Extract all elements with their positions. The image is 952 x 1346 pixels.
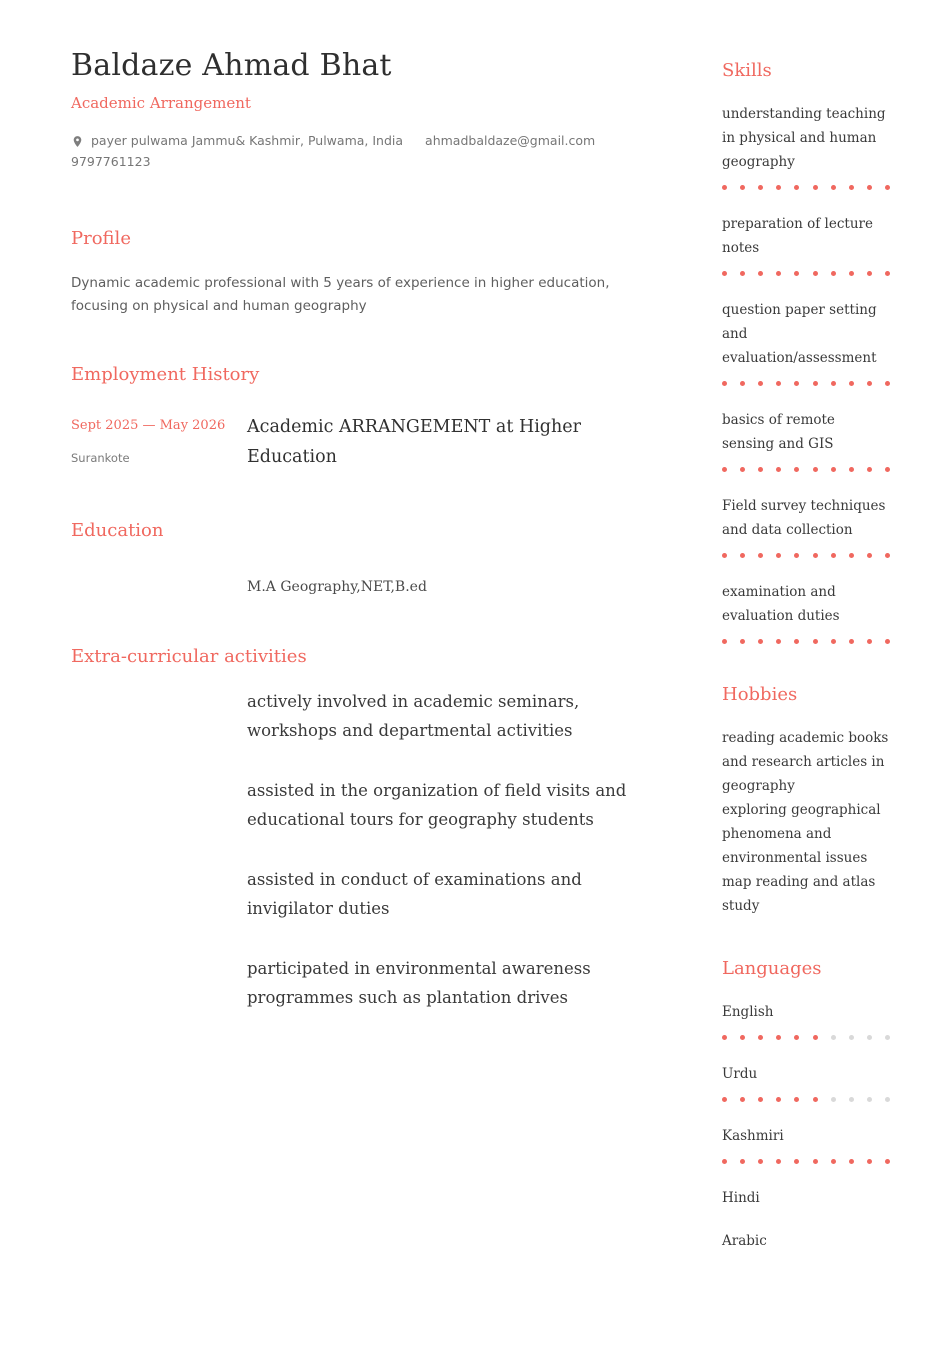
dot-filled-icon [813, 1159, 818, 1164]
employment-heading: Employment History [71, 364, 260, 385]
dot-filled-icon [758, 185, 763, 190]
resume-header [71, 48, 630, 172]
hobby-item: reading academic books and research articles in geography [722, 730, 889, 794]
dot-filled-icon [794, 1097, 799, 1102]
dot-filled-icon [722, 185, 727, 190]
language-item [722, 1186, 890, 1210]
dot-empty-icon [885, 1035, 890, 1040]
dot-filled-icon [740, 381, 745, 386]
rating-dots [722, 271, 890, 276]
rating-dots [722, 185, 890, 190]
dot-filled-icon [758, 639, 763, 644]
dot-filled-icon [867, 381, 872, 386]
languages-list [722, 1000, 890, 1253]
hobbies-heading: Hobbies [722, 684, 798, 705]
dot-filled-icon [849, 271, 854, 276]
language-item [722, 1229, 890, 1253]
dot-empty-icon [831, 1035, 836, 1040]
profile-text: Dynamic academic professional with 5 years of experience in higher education, focusing on physical and human geography [71, 275, 610, 314]
dot-filled-icon [758, 271, 763, 276]
education-entry-body [247, 577, 630, 597]
skill-item [722, 298, 890, 386]
education-heading: Education [71, 520, 164, 541]
language-label: Urdu [722, 1066, 758, 1082]
contact-row [71, 130, 630, 151]
dot-filled-icon [758, 1035, 763, 1040]
dot-filled-icon [722, 271, 727, 276]
dot-filled-icon [885, 553, 890, 558]
education-entry [71, 577, 630, 597]
dot-filled-icon [849, 185, 854, 190]
skill-item [722, 494, 890, 558]
dot-filled-icon [722, 381, 727, 386]
section-education [71, 520, 630, 597]
skills-list [722, 102, 890, 644]
dot-filled-icon [722, 467, 727, 472]
dot-filled-icon [722, 553, 727, 558]
candidate-name: Baldaze Ahmad Bhat [71, 48, 392, 83]
dot-filled-icon [813, 639, 818, 644]
dot-filled-icon [885, 639, 890, 644]
rating-dots [722, 1097, 890, 1102]
dot-filled-icon [794, 467, 799, 472]
employment-entry-body [247, 412, 630, 472]
dot-filled-icon [849, 553, 854, 558]
languages-heading: Languages [722, 958, 822, 979]
extracurricular-item: assisted in the organization of field visits and educational tours for geography students [247, 781, 627, 829]
dot-filled-icon [758, 553, 763, 558]
dot-filled-icon [740, 1159, 745, 1164]
dot-empty-icon [867, 1097, 872, 1102]
extracurricular-item: actively involved in academic seminars, workshops and departmental activities [247, 692, 580, 740]
employment-entry-meta [71, 412, 247, 472]
dot-filled-icon [740, 185, 745, 190]
dot-filled-icon [740, 1097, 745, 1102]
dot-filled-icon [831, 553, 836, 558]
dot-filled-icon [758, 1159, 763, 1164]
dot-filled-icon [849, 467, 854, 472]
dot-empty-icon [867, 1035, 872, 1040]
dot-filled-icon [776, 1159, 781, 1164]
section-employment-history [71, 364, 630, 472]
skill-label: understanding teaching in physical and human geography [722, 106, 886, 170]
dot-filled-icon [885, 467, 890, 472]
dot-filled-icon [867, 271, 872, 276]
dot-filled-icon [813, 467, 818, 472]
extracurricular-entry [71, 687, 630, 1012]
skill-item [722, 408, 890, 472]
dot-filled-icon [867, 639, 872, 644]
section-languages [722, 958, 890, 1253]
dot-filled-icon [813, 381, 818, 386]
dot-filled-icon [794, 639, 799, 644]
dot-filled-icon [758, 1097, 763, 1102]
dot-filled-icon [885, 1159, 890, 1164]
dot-filled-icon [776, 381, 781, 386]
dot-filled-icon [867, 185, 872, 190]
dot-filled-icon [776, 1097, 781, 1102]
language-label: Kashmiri [722, 1128, 784, 1144]
dot-filled-icon [740, 467, 745, 472]
column-gap [630, 48, 722, 1306]
dot-empty-icon [885, 1097, 890, 1102]
sidebar-column [722, 48, 890, 1306]
dot-filled-icon [849, 639, 854, 644]
dot-filled-icon [885, 381, 890, 386]
rating-dots [722, 639, 890, 644]
dot-filled-icon [885, 271, 890, 276]
section-skills [722, 60, 890, 644]
hobbies-list [722, 726, 890, 918]
dot-filled-icon [813, 271, 818, 276]
contact-location: payer pulwama Jammu& Kashmir, Pulwama, India [91, 133, 404, 148]
skill-label: basics of remote sensing and GIS [722, 412, 835, 452]
candidate-job-title: Academic Arrangement [71, 94, 251, 112]
dot-filled-icon [885, 185, 890, 190]
dot-filled-icon [740, 1035, 745, 1040]
dot-filled-icon [722, 1035, 727, 1040]
skill-label: Field survey techniques and data collection [722, 498, 886, 538]
dot-filled-icon [776, 467, 781, 472]
skill-item [722, 102, 890, 190]
dot-filled-icon [776, 1035, 781, 1040]
hobby-item: exploring geographical phenomena and environmental issues [722, 802, 881, 866]
dot-filled-icon [776, 271, 781, 276]
language-label: English [722, 1004, 774, 1020]
rating-dots [722, 1035, 890, 1040]
dot-filled-icon [794, 185, 799, 190]
skills-heading: Skills [722, 60, 772, 81]
language-item [722, 1000, 890, 1040]
dot-filled-icon [758, 467, 763, 472]
dot-filled-icon [740, 553, 745, 558]
dot-filled-icon [758, 381, 763, 386]
dot-filled-icon [776, 185, 781, 190]
language-label: Hindi [722, 1190, 760, 1206]
dot-filled-icon [813, 1097, 818, 1102]
education-degree: M.A Geography,NET,B.ed [247, 579, 427, 595]
section-profile [71, 228, 630, 318]
dot-empty-icon [849, 1035, 854, 1040]
section-extracurricular [71, 646, 630, 1012]
contact-email: ahmadbaldaze@gmail.com [425, 133, 596, 148]
dot-filled-icon [849, 381, 854, 386]
dot-filled-icon [722, 1097, 727, 1102]
dot-filled-icon [794, 553, 799, 558]
dot-filled-icon [867, 467, 872, 472]
contact-phone: 9797761123 [71, 154, 151, 169]
dot-filled-icon [831, 467, 836, 472]
dot-filled-icon [831, 271, 836, 276]
employment-entry [71, 412, 630, 472]
dot-empty-icon [831, 1097, 836, 1102]
dot-filled-icon [831, 1159, 836, 1164]
dot-empty-icon [849, 1097, 854, 1102]
skill-label: question paper setting and evaluation/assessment [722, 302, 877, 366]
skill-item [722, 212, 890, 276]
extracurricular-list [247, 687, 630, 1012]
dot-filled-icon [813, 1035, 818, 1040]
profile-heading: Profile [71, 228, 131, 249]
skill-label: examination and evaluation duties [722, 584, 840, 624]
employment-title: Academic ARRANGEMENT at Higher Education [247, 417, 582, 467]
dot-filled-icon [722, 639, 727, 644]
language-item [722, 1124, 890, 1164]
section-hobbies [722, 684, 890, 918]
dot-filled-icon [849, 1159, 854, 1164]
language-item [722, 1062, 890, 1102]
dot-filled-icon [776, 553, 781, 558]
dot-filled-icon [776, 639, 781, 644]
education-entry-meta [71, 577, 247, 597]
rating-dots [722, 381, 890, 386]
dot-filled-icon [794, 1035, 799, 1040]
employment-dates: Sept 2025 — May 2026 [71, 418, 226, 433]
main-column [71, 48, 630, 1306]
extracurricular-heading: Extra-curricular activities [71, 646, 307, 667]
skill-item [722, 580, 890, 644]
dot-filled-icon [831, 381, 836, 386]
dot-filled-icon [794, 271, 799, 276]
employment-location: Surankote [71, 451, 130, 465]
dot-filled-icon [813, 185, 818, 190]
rating-dots [722, 1159, 890, 1164]
hobby-item: map reading and atlas study [722, 874, 876, 914]
dot-filled-icon [867, 1159, 872, 1164]
rating-dots [722, 467, 890, 472]
contact-block [71, 130, 630, 172]
dot-filled-icon [794, 381, 799, 386]
dot-filled-icon [740, 271, 745, 276]
dot-filled-icon [722, 1159, 727, 1164]
dot-filled-icon [867, 553, 872, 558]
dot-filled-icon [813, 553, 818, 558]
rating-dots [722, 553, 890, 558]
dot-filled-icon [794, 1159, 799, 1164]
extracurricular-item: assisted in conduct of examinations and invigilator duties [247, 870, 582, 918]
language-label: Arabic [722, 1233, 767, 1249]
extracurricular-item: participated in environmental awareness programmes such as plantation drives [247, 959, 591, 1007]
location-pin-icon [71, 134, 84, 149]
dot-filled-icon [831, 185, 836, 190]
dot-filled-icon [740, 639, 745, 644]
dot-filled-icon [831, 639, 836, 644]
skill-label: preparation of lecture notes [722, 216, 873, 256]
extracurricular-entry-meta [71, 687, 247, 1012]
